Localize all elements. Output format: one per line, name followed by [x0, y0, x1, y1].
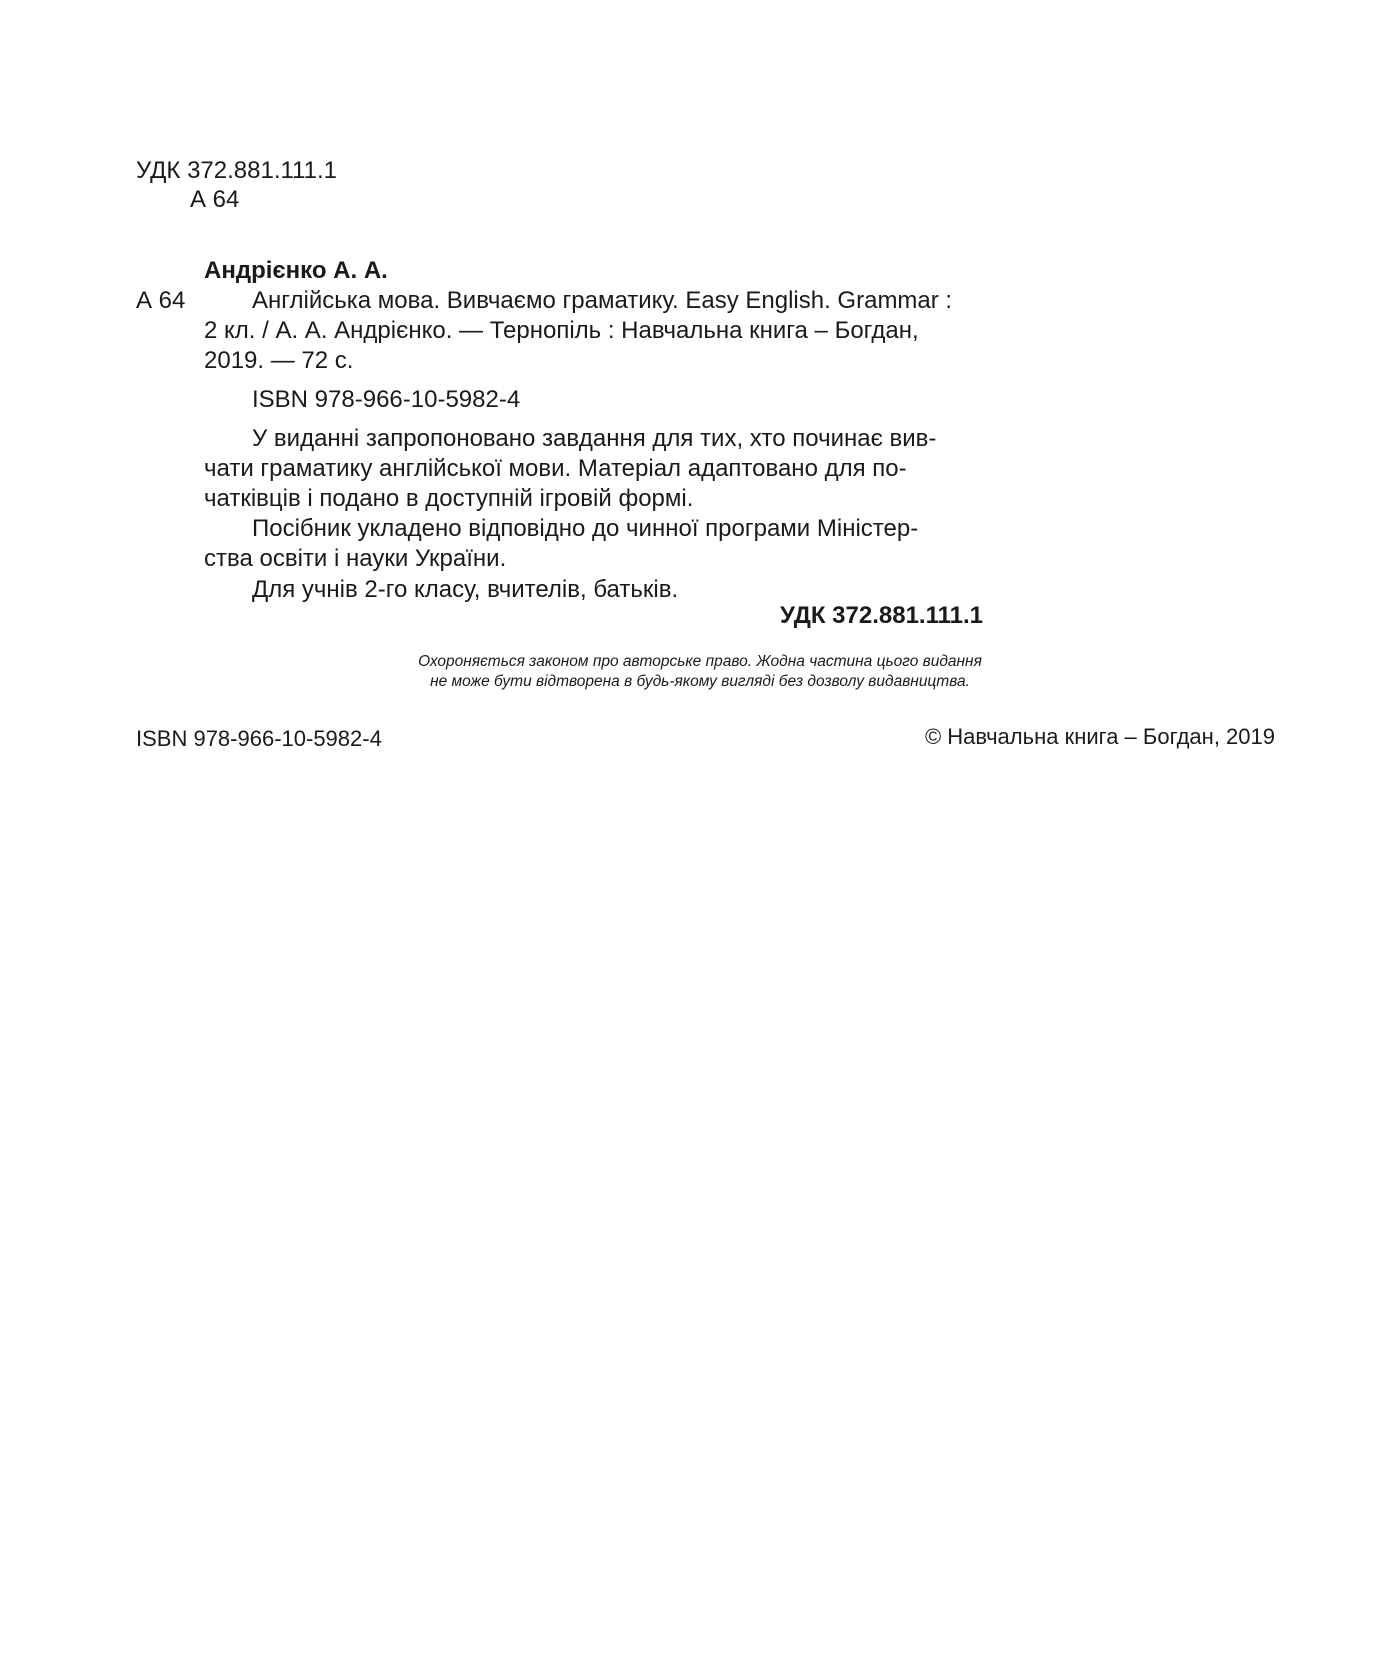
copyright-notice-line-2: не може бути відтворена в будь-якому вигляді без дозволу видавництва.: [430, 673, 970, 690]
copyright-notice-line-1: Охороняється законом про авторське право. Жодна частина цього видання: [418, 653, 982, 670]
annotation-line-3: чатківців і подано в доступній ігровій формі.: [204, 485, 694, 512]
title-line-2: 2 кл. / А. А. Андрієнко. — Тернопіль : Навчальна книга – Богдан,: [204, 317, 919, 344]
isbn-record: ISBN 978-966-10-5982-4: [252, 386, 521, 413]
title-line-3: 2019. — 72 с.: [204, 347, 354, 374]
annotation-line-1: У виданні запропоновано завдання для тих, хто починає вив-: [252, 425, 937, 452]
udk-bold: УДК 372.881.111.1: [780, 602, 983, 629]
program-line-1: Посібник укладено відповідно до чинної програми Міністер-: [252, 515, 919, 542]
program-line-2: ства освіти і науки України.: [204, 545, 507, 572]
annotation-line-2: чати граматику англійської мови. Матеріал адаптовано для по-: [204, 455, 907, 482]
footer-copyright: © Навчальна книга – Богдан, 2019: [924, 724, 1275, 749]
audience-line: Для учнів 2-го класу, вчителів, батьків.: [252, 576, 679, 603]
library-code: А 64: [190, 186, 240, 213]
title-line-1: Англійська мова. Вивчаємо граматику. Easy English. Grammar :: [252, 287, 953, 314]
footer-isbn: ISBN 978-966-10-5982-4: [136, 726, 382, 751]
udk-code: УДК 372.881.111.1: [136, 157, 337, 184]
record-code: А 64: [136, 287, 186, 314]
author-name: Андрієнко А. А.: [204, 257, 388, 284]
